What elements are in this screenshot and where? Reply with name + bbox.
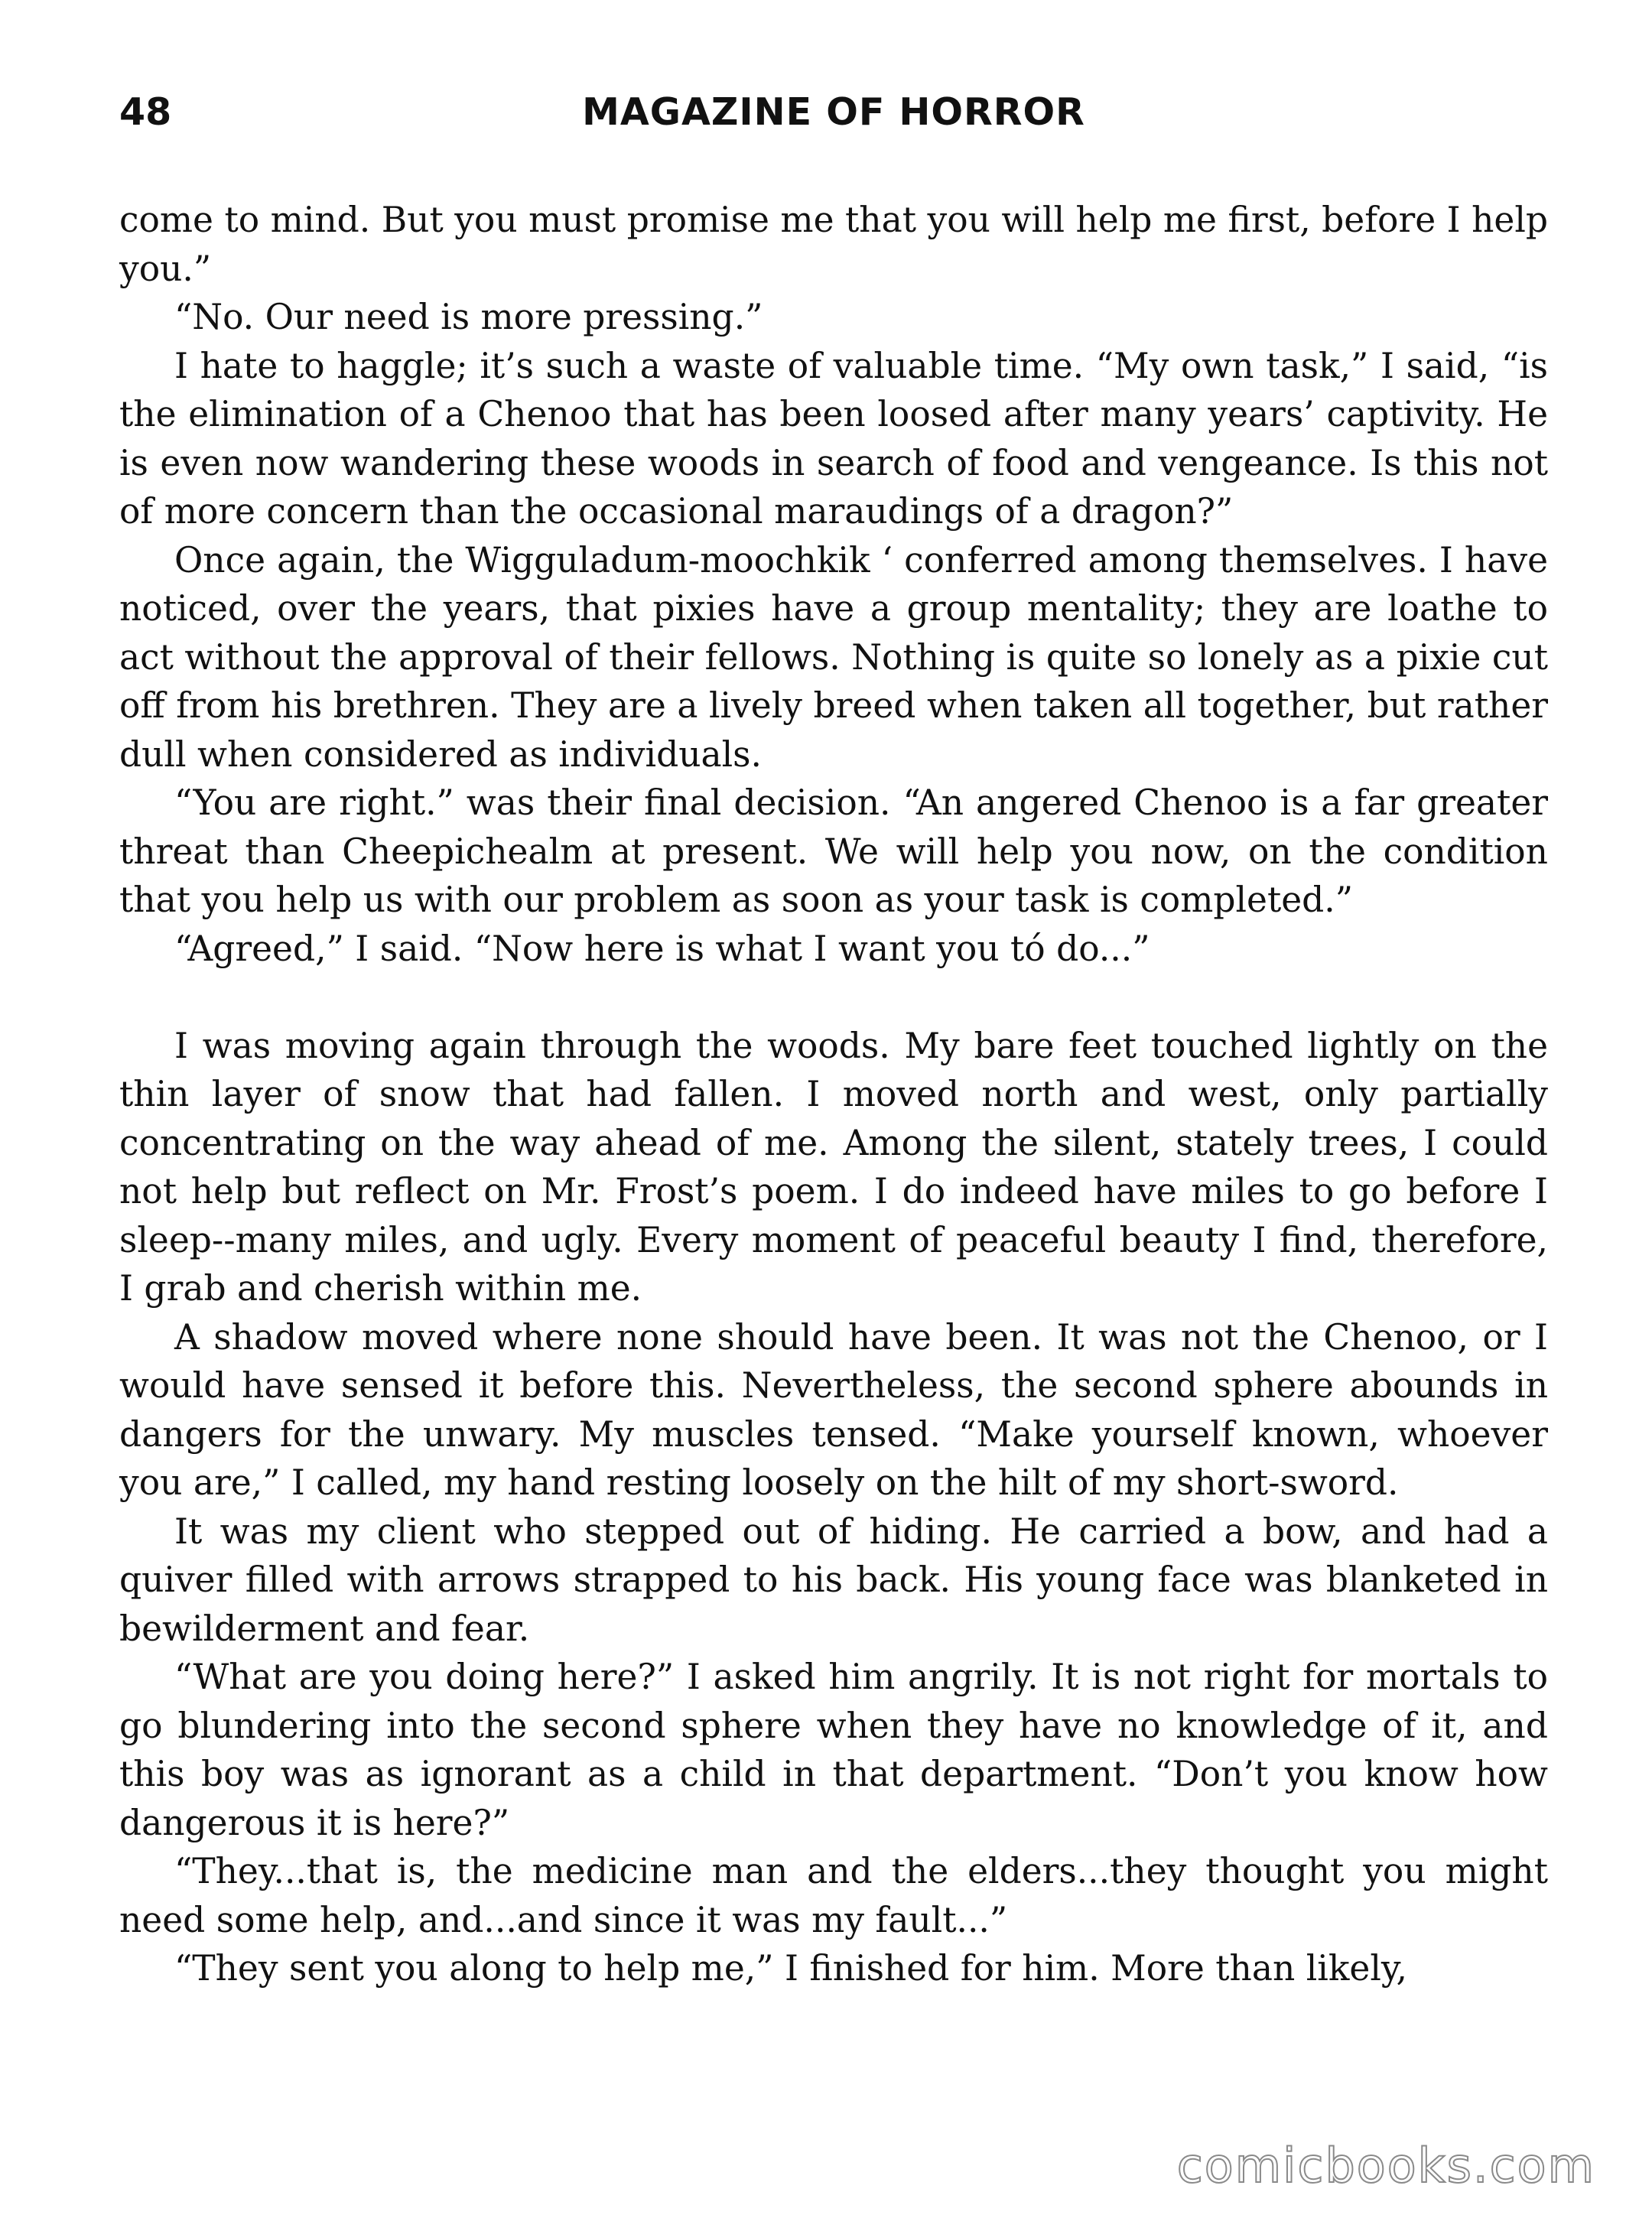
paragraph: “No. Our need is more pressing.”: [174, 297, 763, 337]
page-header: [119, 90, 1548, 144]
paragraph: come to mind. But you must promise me that you will help me first, before I help you.”: [119, 200, 1548, 289]
paragraph: “They sent you along to help me,” I finished for him. More than likely,: [174, 1948, 1408, 1989]
paragraph: “You are right.” was their final decision. “An angered Chenoo is a far greater threat than Cheepichealm at present. We will help you now, on the condition that you help us with our problem as soon as your task is completed.”: [119, 782, 1548, 920]
paragraph: Once again, the Wigguladum-moochkik ‘ conferred among themselves. I have noticed, over the years, that pixies have a group mentality; they are loathe to act without the approval of their fellows. Nothing is quite so lonely as a pixie cut off from his brethren. They are a lively breed when taken all together, but rather dull when considered as individuals.: [119, 539, 1548, 775]
section-break: [119, 973, 1548, 1022]
paragraph: A shadow moved where none should have been. It was not the Chenoo, or I would have sensed it before this. Nevertheless, the second sphere abounds in dangers for the unwary. My muscles tensed. “Make yourself known, whoever you are,” I called, my hand resting loosely on the hilt of my short-sword.: [119, 1316, 1548, 1503]
paragraph: “Agreed,” I said. “Now here is what I want you tó do...”: [174, 928, 1150, 969]
paragraph: I hate to haggle; it’s such a waste of valuable time. “My own task,” I said, “is the elimination of a Chenoo that has been loosed after many years’ captivity. He is even now wandering these woods in search of food and vengeance. Is this not of more concern than the occasional maraudings of a dragon?”: [119, 345, 1548, 532]
running-head: MAGAZINE OF HORROR: [582, 90, 1085, 134]
paragraph: I was moving again through the woods. My bare feet touched lightly on the thin layer of snow that had fallen. I moved north and west, only partially concentrating on the way ahead of me. Among the silent, stately trees, I could not help but reflect on Mr. Frost’s poem. I do indeed have miles to go before I sleep--many miles, and ugly. Every moment of peaceful beauty I find, therefore, I grab and cherish within me.: [119, 1025, 1548, 1309]
watermark-logo: comicbooks.com: [1176, 2138, 1595, 2194]
paragraph: It was my client who stepped out of hiding. He carried a bow, and had a quiver filled with arrows strapped to his back. His young face was blanketed in bewilderment and fear.: [119, 1511, 1548, 1649]
story-text: [119, 196, 1548, 1993]
paragraph: “What are you doing here?” I asked him angrily. It is not right for mortals to go blundering into the second sphere when they have no knowledge of it, and this boy was as ignorant as a child in that department. “Don’t you know how dangerous it is here?”: [119, 1657, 1548, 1843]
paragraph: “They...that is, the medicine man and the elders...they thought you might need some help, and...and since it was my fault...”: [119, 1851, 1548, 1940]
page-number: 48: [119, 90, 172, 134]
